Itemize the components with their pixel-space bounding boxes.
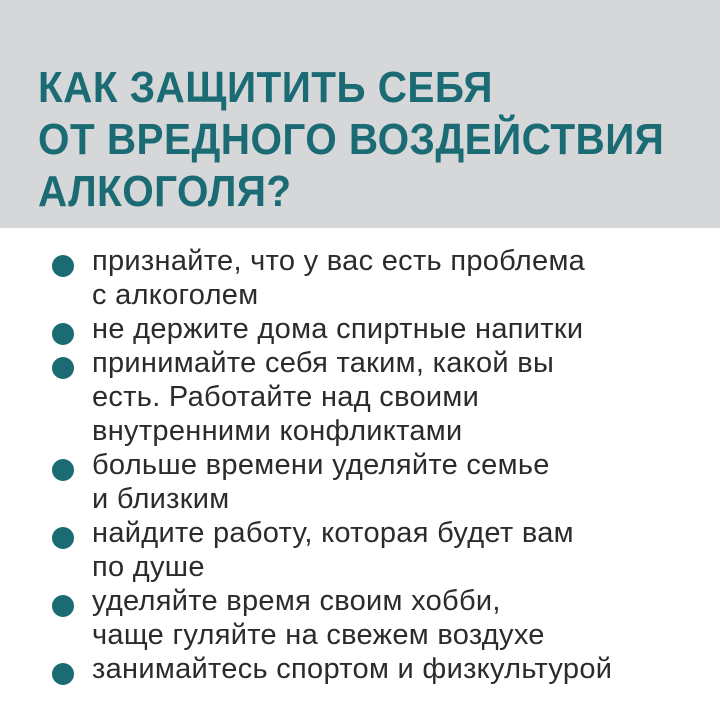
list-item-line: занимайтесь спортом и физкультурой [92,653,613,685]
list-item-line: есть. Работайте над своими [92,381,480,413]
header-banner [0,0,720,228]
list-item-line: внутренними конфликтами [92,415,463,447]
list-item-line: уделяйте время своим хобби, [92,585,501,617]
list-item [0,584,692,652]
bullet-dot-icon [52,527,74,549]
list-item-line: чаще гуляйте на свежем воздухе [92,619,545,651]
list-item [0,516,692,584]
bullet-dot-icon [52,459,74,481]
bullet-dot-icon [52,357,74,379]
bullet-dot-icon [52,323,74,345]
list-item [0,652,692,686]
list-item-line: с алкоголем [92,279,259,311]
list-item-line: признайте, что у вас есть проблема [92,245,586,277]
list-item-line: найдите работу, которая будет вам [92,517,574,549]
list-item-line: по душе [92,551,205,583]
list-item-line: и близким [92,483,230,515]
page-title [38,62,664,218]
title-line-2: ОТ ВРЕДНОГО ВОЗДЕЙСТВИЯ [38,115,665,164]
list-item [0,448,692,516]
advice-list [0,244,720,686]
list-item [0,312,692,346]
bullet-dot-icon [52,663,74,685]
list-item-line: не держите дома спиртные напитки [92,313,584,345]
title-line-1: КАК ЗАЩИТИТЬ СЕБЯ [38,63,493,112]
list-item [0,244,692,312]
list-item-line: больше времени уделяйте семье [92,449,550,481]
list-item-line: принимайте себя таким, какой вы [92,347,555,379]
title-line-3: АЛКОГОЛЯ? [38,167,292,216]
bullet-dot-icon [52,595,74,617]
list-item [0,346,692,448]
bullet-dot-icon [52,255,74,277]
